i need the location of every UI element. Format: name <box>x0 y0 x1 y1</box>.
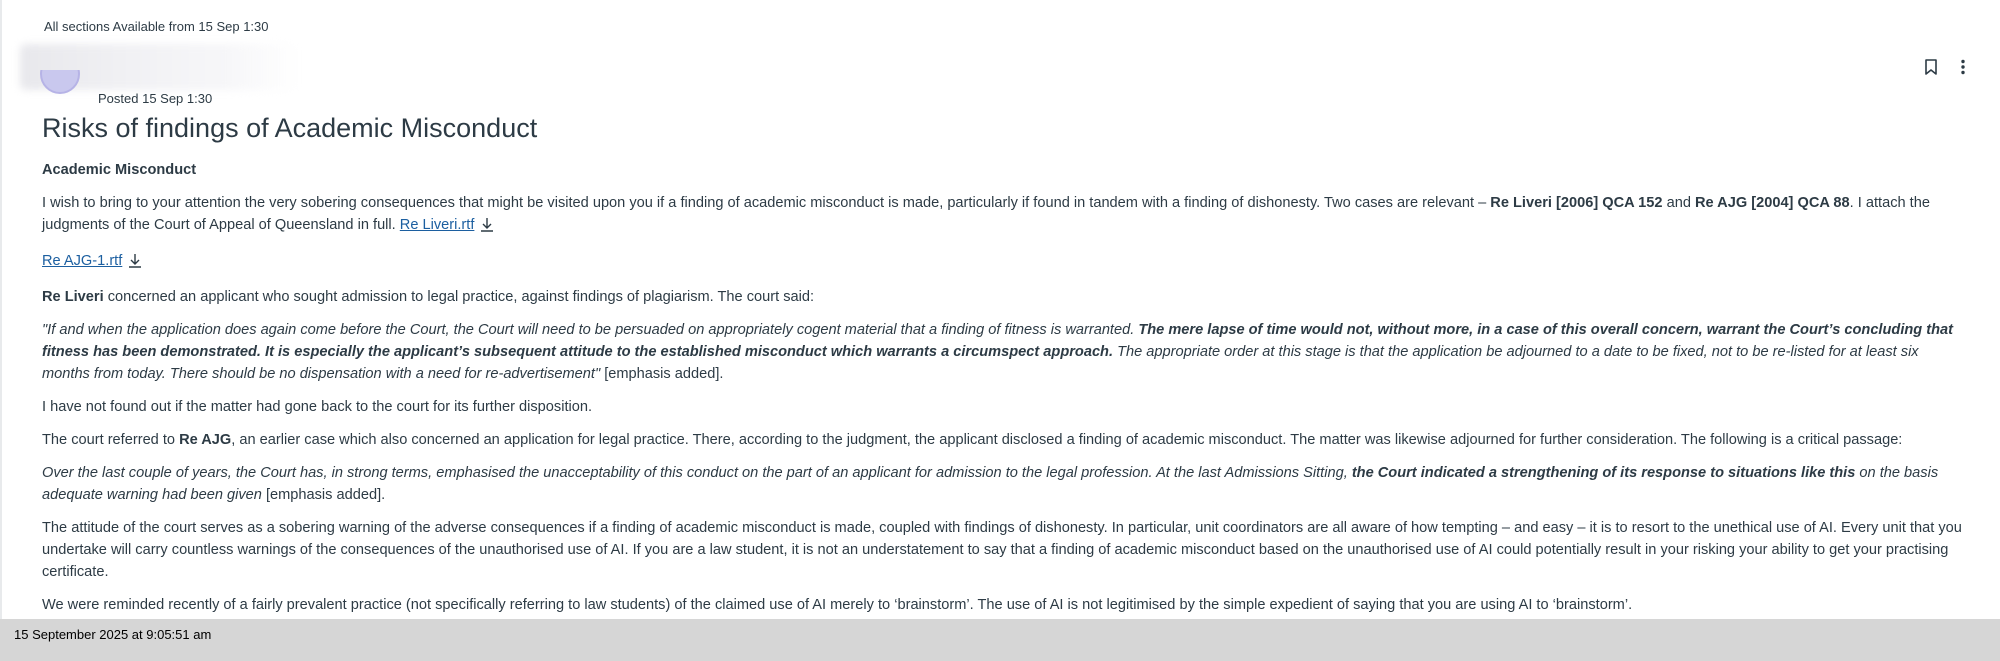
ajg-text-2: , an earlier case which also concerned an application for legal practice. There, according to the judgment, the applicant disclosed a finding of academic misconduct. The matter was likewise adjourned for further consideration. The following is a critical passage: <box>231 432 1903 448</box>
ajg-text-1: The court referred to <box>42 432 180 448</box>
paragraph-liveri <box>42 286 1970 308</box>
quote1-italic-1: "If and when the application does again come before the Court, the Court will need to be persuaded on appropriately cogent material that a finding of fitness is warranted. <box>42 322 1139 338</box>
quote-ajg <box>42 462 1970 506</box>
status-bar <box>0 619 2000 661</box>
post-actions <box>1922 58 1972 76</box>
liveri-text: concerned an applicant who sought admission to legal practice, against findings of plagiarism. The court said: <box>103 289 815 305</box>
case-liveri: Re Liveri [2006] QCA 152 <box>1490 195 1663 211</box>
paragraph-ajg <box>42 429 1970 451</box>
quote1-italic-2: The appropriate order at this stage is that the application be adjourned to a date to be fixed, not to be re-listed for at least six months from today. There should be no dispensation with a need for re-advertisement" <box>42 344 1919 382</box>
attachment-paragraph <box>42 250 1970 275</box>
page-title: Risks of findings of Academic Misconduct <box>42 113 538 143</box>
paragraph-intro <box>42 192 1970 239</box>
timestamp: 15 September 2025 at 9:05:51 am <box>14 627 212 642</box>
more-options-icon[interactable] <box>1954 58 1972 76</box>
re-liveri-link[interactable]: Re Liveri.rtf <box>399 217 475 233</box>
announcement-body <box>42 159 1970 627</box>
quote2-bold-italic: the Court indicated a strengthening of its response to situations like this <box>1351 465 1856 481</box>
paragraph-warning: The attitude of the court serves as a sobering warning of the adverse consequences if a finding of academic misconduct is made, coupled with findings of dishonesty. In particular, unit coordinators are all aware of how tempting – and easy – it is to resort to the unethical use of AI. Every unit that you undertake will carry countless warnings of the consequences of the unauthorised use of AI. If you are a law student, it is not an understatement to say that a finding of academic misconduct based on the unauthorised use of AI could potentially result in your risking your ability to get your practising certificate. <box>42 520 1962 580</box>
liveri-bold: Re Liveri <box>42 289 104 305</box>
intro-text-1: I wish to bring to your attention the very sobering consequences that might be visited upon you if a finding of academic misconduct is made, particularly if found in tandem with a finding of dishonesty. Two cases are relevant – <box>42 195 1491 211</box>
subheading: Academic Misconduct <box>42 162 197 178</box>
quote1-bold-italic: The mere lapse of time would not, without more, in a case of this overall concern, warrant the Court’s concluding that fitness has been demonstrated. It is especially the applicant’s subsequent attitude to the established misconduct which warrants a circumspect approach. <box>42 322 1954 360</box>
quote-liveri <box>42 319 1970 385</box>
download-icon[interactable] <box>480 217 494 239</box>
re-ajg-link[interactable]: Re AJG-1.rtf <box>42 253 123 269</box>
posted-date: Posted 15 Sep 1:30 <box>98 91 213 106</box>
intro-text-2: . I attach the judgments of the Court of Appeal of Queensland in full. <box>42 195 1930 233</box>
bookmark-icon[interactable] <box>1922 58 1940 76</box>
quote2-italic-1: Over the last couple of years, the Court has, in strong terms, emphasised the unacceptability of this conduct on the part of an applicant for admission to the legal profession. At the last Admissions Sitting, <box>42 465 1352 481</box>
quote1-emphasis: [emphasis added]. <box>600 366 724 382</box>
case-ajg: Re AJG [2004] QCA 88 <box>1695 195 1850 211</box>
availability-text: All sections Available from 15 Sep 1:30 <box>44 19 269 34</box>
paragraph-brainstorm: We were reminded recently of a fairly prevalent practice (not specifically referring to law students) of the claimed use of AI merely to ‘brainstorm’. The use of AI is not legitimised by the simple expedient of saying that you are using AI to ‘brainstorm’. <box>42 597 1633 613</box>
quote2-italic-2: on the basis adequate warning had been given <box>42 465 1939 503</box>
ajg-bold: Re AJG <box>179 432 232 448</box>
paragraph-disposition: I have not found out if the matter had gone back to the court for its further disposition. <box>42 399 593 415</box>
quote2-emphasis: [emphasis added]. <box>261 487 386 503</box>
download-icon[interactable] <box>128 253 142 275</box>
intro-and: and <box>1662 195 1695 211</box>
